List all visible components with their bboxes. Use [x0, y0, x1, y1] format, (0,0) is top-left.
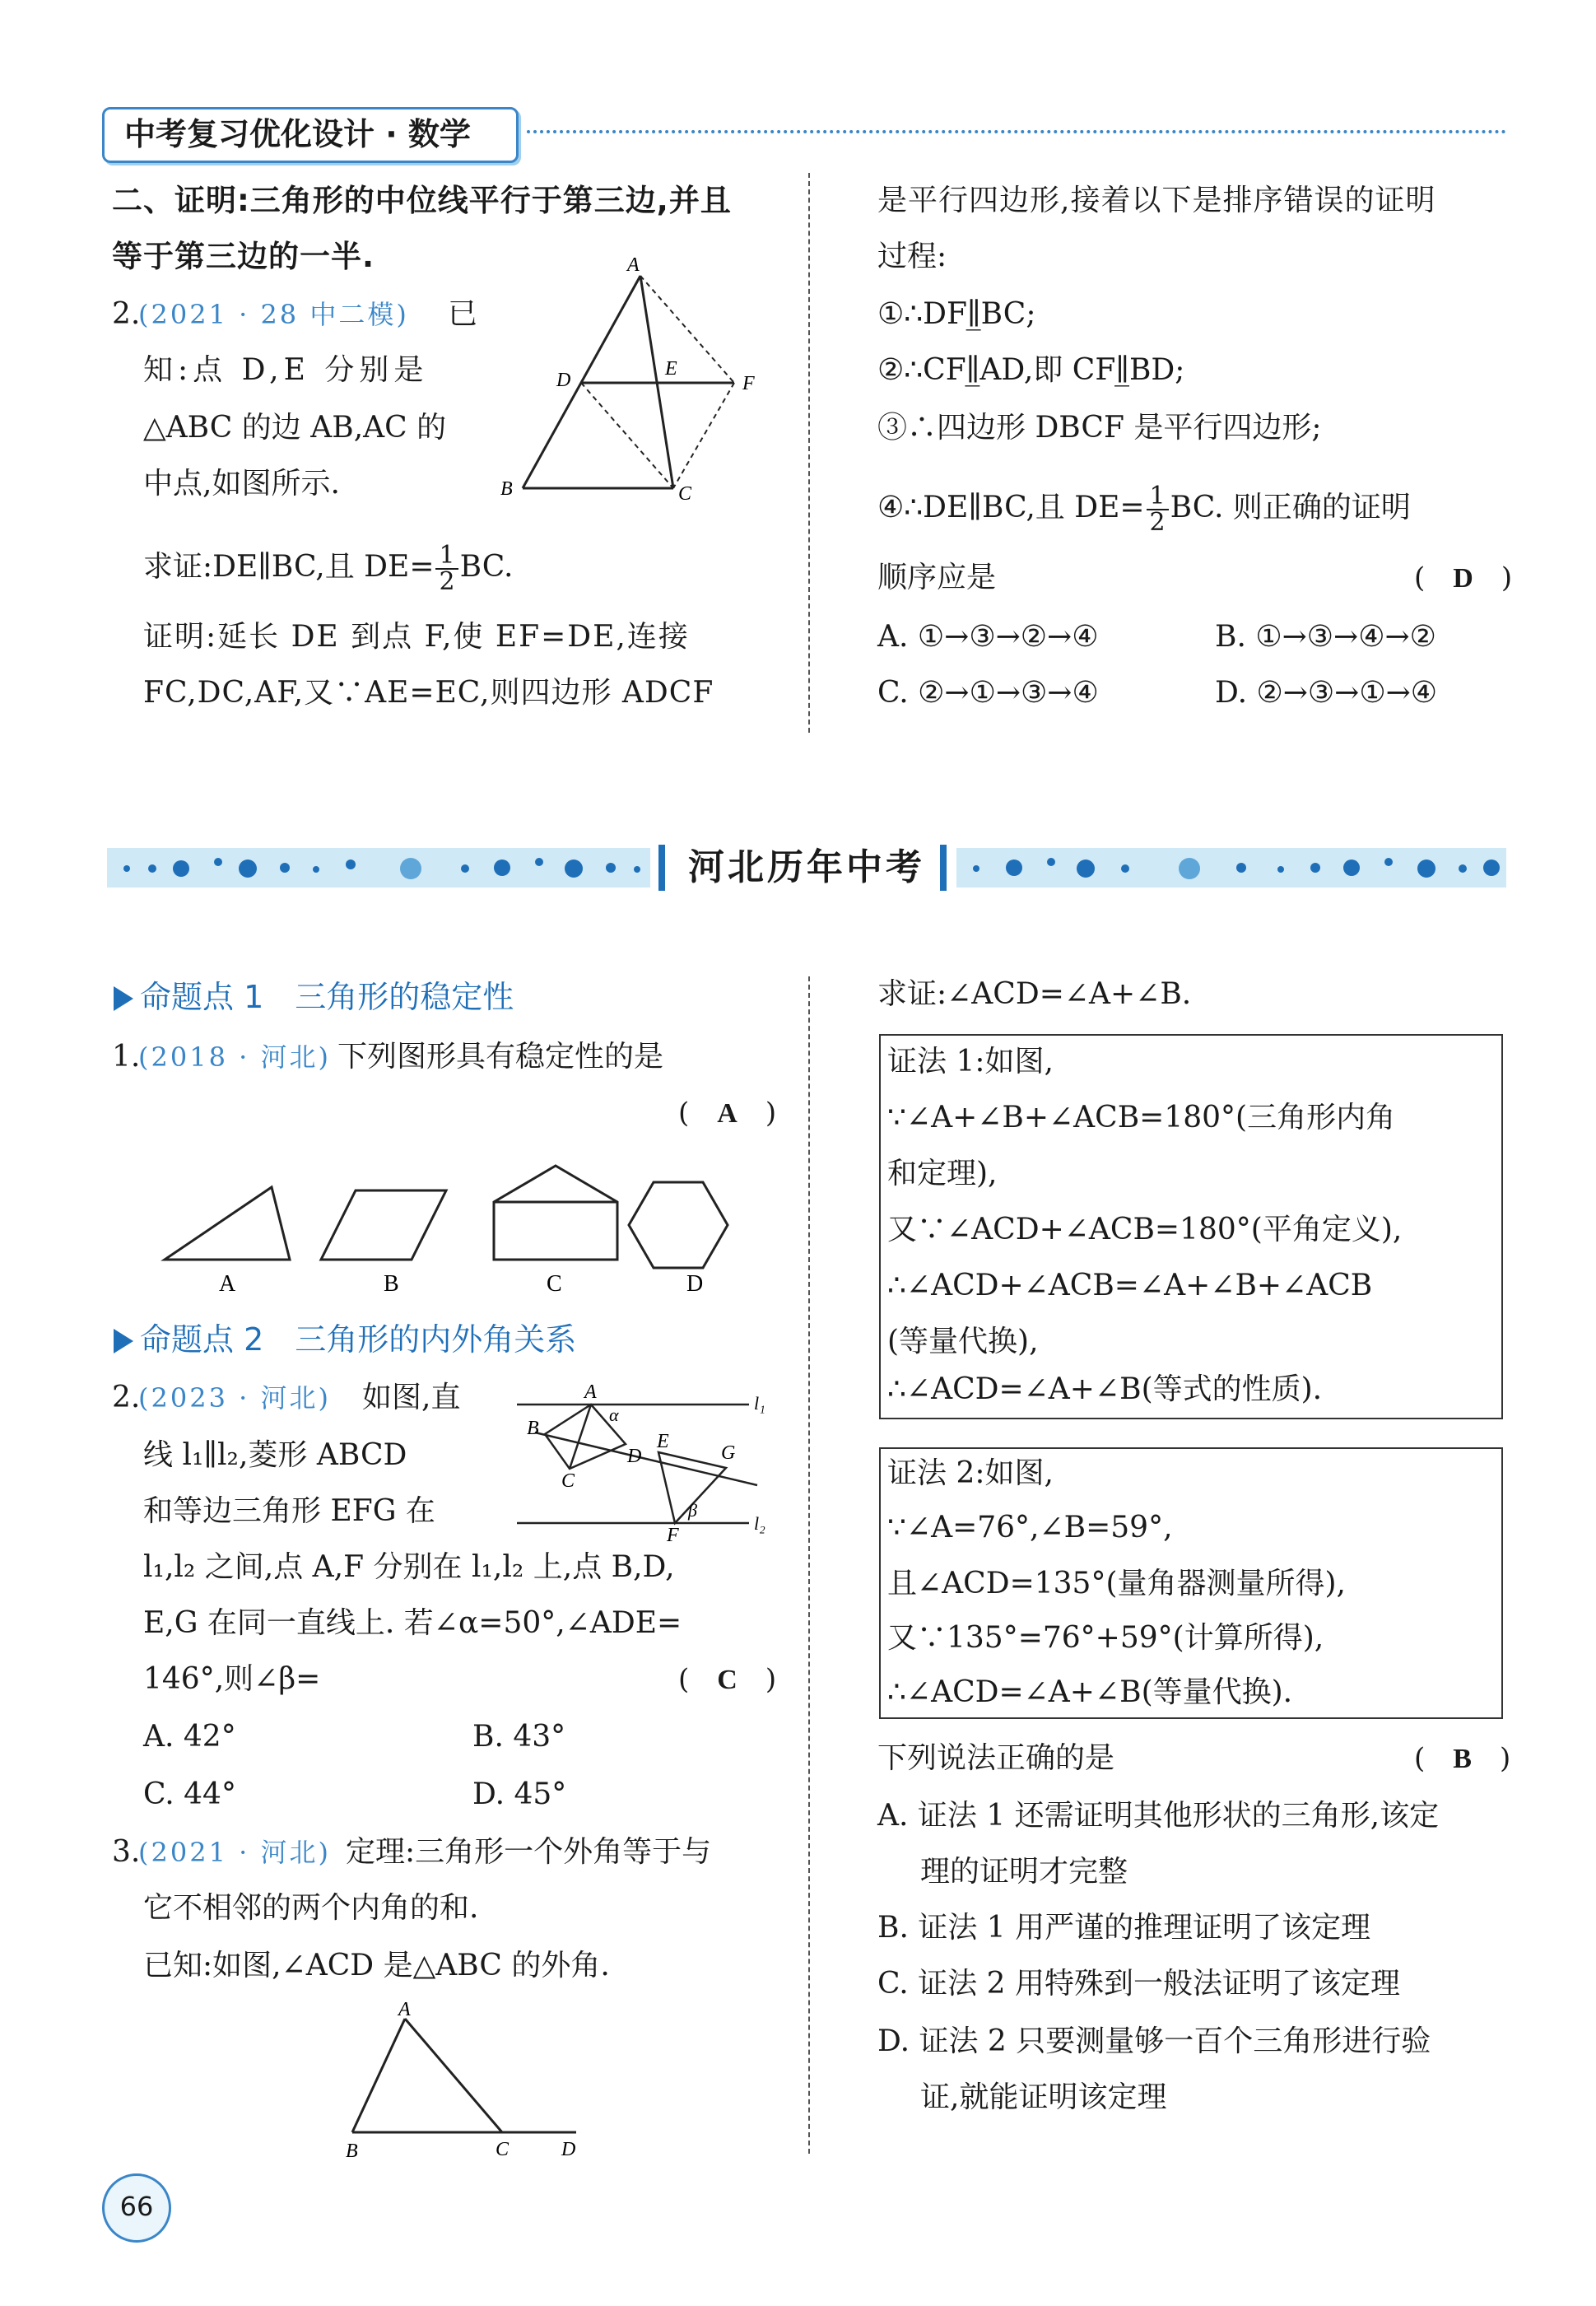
q3-option-b: B. 证法 1 用严谨的推理证明了该定理	[877, 1911, 1371, 1945]
q3-option-c: C. 证法 2 用特殊到一般法证明了该定理	[877, 1967, 1400, 2001]
q2-step4	[877, 484, 1411, 535]
q3-source: (2021 · 河北)	[138, 1837, 331, 1868]
q1-answer-value: A	[717, 1098, 738, 1129]
banner-bar-left	[658, 845, 665, 891]
q2-order-prompt: 顺序应是	[877, 561, 997, 594]
q3-proof1-box	[879, 1034, 1503, 1419]
q3-proof1-line: 证法 1:如图,	[887, 1045, 1054, 1078]
header-box	[102, 107, 519, 163]
q3-prove: 求证:∠ACD=∠A+∠B.	[877, 977, 1192, 1011]
q2-fig-label-a: A	[627, 254, 640, 276]
q2-line2: 知:点 D,E 分别是	[143, 353, 429, 387]
q2-line3: △ABC 的边 AB,AC 的	[143, 411, 447, 445]
header-dotted-rule	[527, 130, 1506, 133]
q2-step1: ①∴DF∥̲BC;	[877, 297, 1036, 331]
topic2-heading	[114, 1319, 576, 1360]
q2-step4-suffix: BC. 则正确的证明	[1170, 491, 1411, 524]
q2-fig-fc	[673, 383, 734, 488]
q2b-fig-label-e: E	[657, 1431, 669, 1452]
q2-step2: ②∴CF∥̲AD,即 CF∥̲BD;	[877, 353, 1185, 387]
q3-number: 3.	[112, 1835, 141, 1869]
q2-prove-prefix: 求证:DE∥BC,且 DE=	[143, 550, 435, 584]
q2-prove-suffix: BC.	[459, 550, 514, 584]
q1-shapes-figure	[156, 1153, 774, 1301]
q2-step4-prefix: ④∴DE∥BC,且 DE=	[877, 491, 1145, 524]
q2b-option-c: C. 44°	[143, 1777, 236, 1811]
topic1-triangle-icon	[114, 986, 133, 1011]
q1-source: (2018 · 河北)	[138, 1041, 331, 1073]
q2-fig-label-f: F	[742, 373, 755, 394]
q2b-figure	[502, 1377, 790, 1549]
q2b-line4: l₁,l₂ 之间,点 A,F 分别在 l₁,l₂ 上,点 B,D,	[143, 1550, 675, 1584]
q2-step4-denominator: 2	[1149, 508, 1166, 537]
q2-fig-label-b: B	[500, 478, 513, 500]
q2-step4-fraction	[1147, 484, 1169, 535]
topic2-label: 命题点 2 三角形的内外角关系	[140, 1321, 577, 1358]
q3-proof2-line: ∴∠ACD=∠A+∠B(等量代换).	[887, 1675, 1293, 1709]
q2b-source: (2023 · 河北)	[138, 1382, 331, 1414]
q2b-number: 2.	[112, 1381, 141, 1414]
part2-heading-line2: 等于第三边的一半.	[112, 239, 375, 274]
q2b-fig-label-l2: l₂	[754, 1513, 765, 1534]
q2-proof-line1: 证明:延长 DE 到点 F,使 EF=DE,连接	[143, 620, 690, 654]
q3-line2: 它不相邻的两个内角的和.	[143, 1891, 479, 1925]
q2-prove-denominator: 2	[439, 567, 455, 596]
q2-answer-value: D	[1453, 563, 1473, 594]
q2b-option-b: B. 43°	[472, 1720, 566, 1754]
q2b-fig-label-d: D	[627, 1446, 642, 1467]
q1-shape-triangle	[165, 1187, 290, 1260]
q3-proof1-line: ∴∠ACD+∠ACB=∠A+∠B+∠ACB	[887, 1269, 1373, 1302]
q1-shape-parallelogram	[321, 1190, 446, 1260]
q1-label-c: C	[547, 1271, 562, 1297]
q3-option-a-line1: A. 证法 1 还需证明其他形状的三角形,该定	[877, 1799, 1440, 1833]
q3-proof1-line: ∵∠A+∠B+∠ACB=180°(三角形内角	[887, 1101, 1396, 1134]
q2-right-line2: 过程:	[877, 240, 947, 273]
q2-number: 2.	[112, 297, 141, 331]
q2-prove-fraction	[435, 543, 458, 594]
q1-label-b: B	[384, 1271, 399, 1297]
q2b-line1: 如图,直	[362, 1381, 461, 1414]
q3-fig-side-ab	[352, 2019, 405, 2132]
q2-fig-label-d: D	[556, 370, 571, 391]
header-title: 中考复习优化设计 · 数学	[124, 116, 471, 152]
q2b-option-d: D. 45°	[472, 1777, 567, 1811]
banner-bar-right	[940, 845, 947, 891]
q3-answer-value: B	[1453, 1744, 1472, 1774]
q2-option-d: D. ②→③→①→④	[1215, 676, 1438, 710]
q3-option-d-line2: 证,就能证明该定理	[920, 2080, 1167, 2114]
q3-fig-label-b: B	[346, 2141, 358, 2162]
topic1-heading	[114, 976, 514, 1018]
q2b-answer: ( C )	[678, 1663, 777, 1696]
q1-label-d: D	[686, 1271, 704, 1297]
q3-line3: 已知:如图,∠ACD 是△ABC 的外角.	[143, 1949, 610, 1982]
q2-option-b: B. ①→③→④→②	[1215, 620, 1436, 654]
q2b-fig-label-a: A	[584, 1381, 597, 1403]
q3-proof1-line: (等量代换),	[887, 1325, 1039, 1358]
q2b-line2: 线 l₁∥l₂,菱形 ABCD	[143, 1438, 407, 1472]
q3-proof2-box	[879, 1447, 1503, 1719]
q3-proof2-line: ∵∠A=76°,∠B=59°,	[887, 1511, 1173, 1544]
q2b-fig-label-alpha: α	[609, 1405, 619, 1425]
q2-proof-line2: FC,DC,AF,又∵AE=EC,则四边形 ADCF	[143, 676, 714, 710]
page-number: 66	[119, 2191, 154, 2222]
q3-figure	[337, 2001, 593, 2165]
q2b-line6: 146°,则∠β=	[143, 1662, 321, 1696]
q2-figure	[494, 251, 765, 506]
q1-shape-hexagon	[629, 1182, 728, 1268]
banner-title: 河北历年中考	[688, 846, 925, 888]
q3-proof2-line: 证法 2:如图,	[887, 1456, 1054, 1490]
q2b-fig-label-beta: β	[688, 1500, 697, 1521]
q2-option-a: A. ①→③→②→④	[877, 620, 1099, 654]
q3-fig-label-d: D	[561, 2139, 576, 2160]
q2b-fig-label-c: C	[561, 1470, 575, 1492]
banner-dots-left	[107, 848, 650, 887]
q2-step4-numerator: 1	[1147, 484, 1169, 510]
q2-line1: 已	[448, 297, 478, 331]
q2-step3: ③∴四边形 DBCF 是平行四边形;	[877, 411, 1322, 445]
q2b-option-a: A. 42°	[143, 1720, 236, 1754]
q3-fig-label-c: C	[496, 2139, 510, 2160]
q1-number: 1.	[112, 1040, 141, 1074]
q2-line4: 中点,如图所示.	[143, 467, 340, 501]
q3-ask: 下列说法正确的是	[877, 1741, 1115, 1775]
q2b-answer-value: C	[717, 1665, 738, 1695]
q2-fig-label-e: E	[665, 358, 677, 380]
q2-option-c: C. ②→①→③→④	[877, 676, 1099, 710]
q2-answer: ( D )	[1414, 561, 1513, 594]
q2b-fig-label-l1: l₁	[754, 1393, 765, 1414]
q2b-line3: 和等边三角形 EFG 在	[143, 1494, 435, 1528]
q1-text: 下列图形具有稳定性的是	[337, 1040, 664, 1074]
q2-source: (2021 · 28 中二模)	[138, 299, 409, 330]
topic1-label: 命题点 1 三角形的稳定性	[140, 979, 514, 1015]
q1-answer: ( A )	[678, 1097, 777, 1130]
q3-option-a-line2: 理的证明才完整	[920, 1855, 1128, 1889]
banner-dots-right	[956, 848, 1506, 887]
q1-shape-rectangle-with-roof	[494, 1166, 617, 1260]
q2-prove	[143, 543, 513, 594]
q2-fig-label-c: C	[678, 483, 692, 505]
q3-proof1-line: ∴∠ACD=∠A+∠B(等式的性质).	[887, 1372, 1323, 1406]
q3-fig-side-ac	[405, 2019, 502, 2132]
q3-proof2-line: 且∠ACD=135°(量角器测量所得),	[887, 1567, 1346, 1600]
q3-option-d-line1: D. 证法 2 只要测量够一百个三角形进行验	[877, 2024, 1431, 2058]
part2-heading-line1: 二、证明:三角形的中位线平行于第三边,并且	[112, 183, 732, 218]
q2b-fig-diagonal	[570, 1405, 591, 1469]
q2b-line5: E,G 在同一直线上. 若∠α=50°,∠ADE=	[143, 1606, 682, 1640]
q2b-fig-label-f: F	[667, 1525, 679, 1546]
q1-label-a: A	[219, 1271, 236, 1297]
q2-prove-numerator: 1	[435, 543, 458, 570]
q3-proof2-line: 又∵135°=76°+59°(计算所得),	[887, 1621, 1324, 1655]
page-number-badge	[102, 2173, 171, 2243]
q3-line1: 定理:三角形一个外角等于与	[346, 1835, 712, 1869]
q3-proof1-line: 和定理),	[887, 1157, 998, 1190]
topic2-triangle-icon	[114, 1329, 133, 1353]
column-separator-bottom	[808, 976, 810, 2154]
q2b-fig-label-g: G	[721, 1442, 736, 1464]
q2b-fig-label-b: B	[527, 1418, 539, 1439]
q2-right-line1: 是平行四边形,接着以下是排序错误的证明	[877, 184, 1436, 217]
q3-fig-label-a: A	[398, 2001, 411, 2020]
q3-proof1-line: 又∵∠ACD+∠ACB=180°(平角定义),	[887, 1213, 1403, 1246]
q3-answer: ( B )	[1414, 1742, 1511, 1775]
column-separator-top	[808, 173, 810, 733]
